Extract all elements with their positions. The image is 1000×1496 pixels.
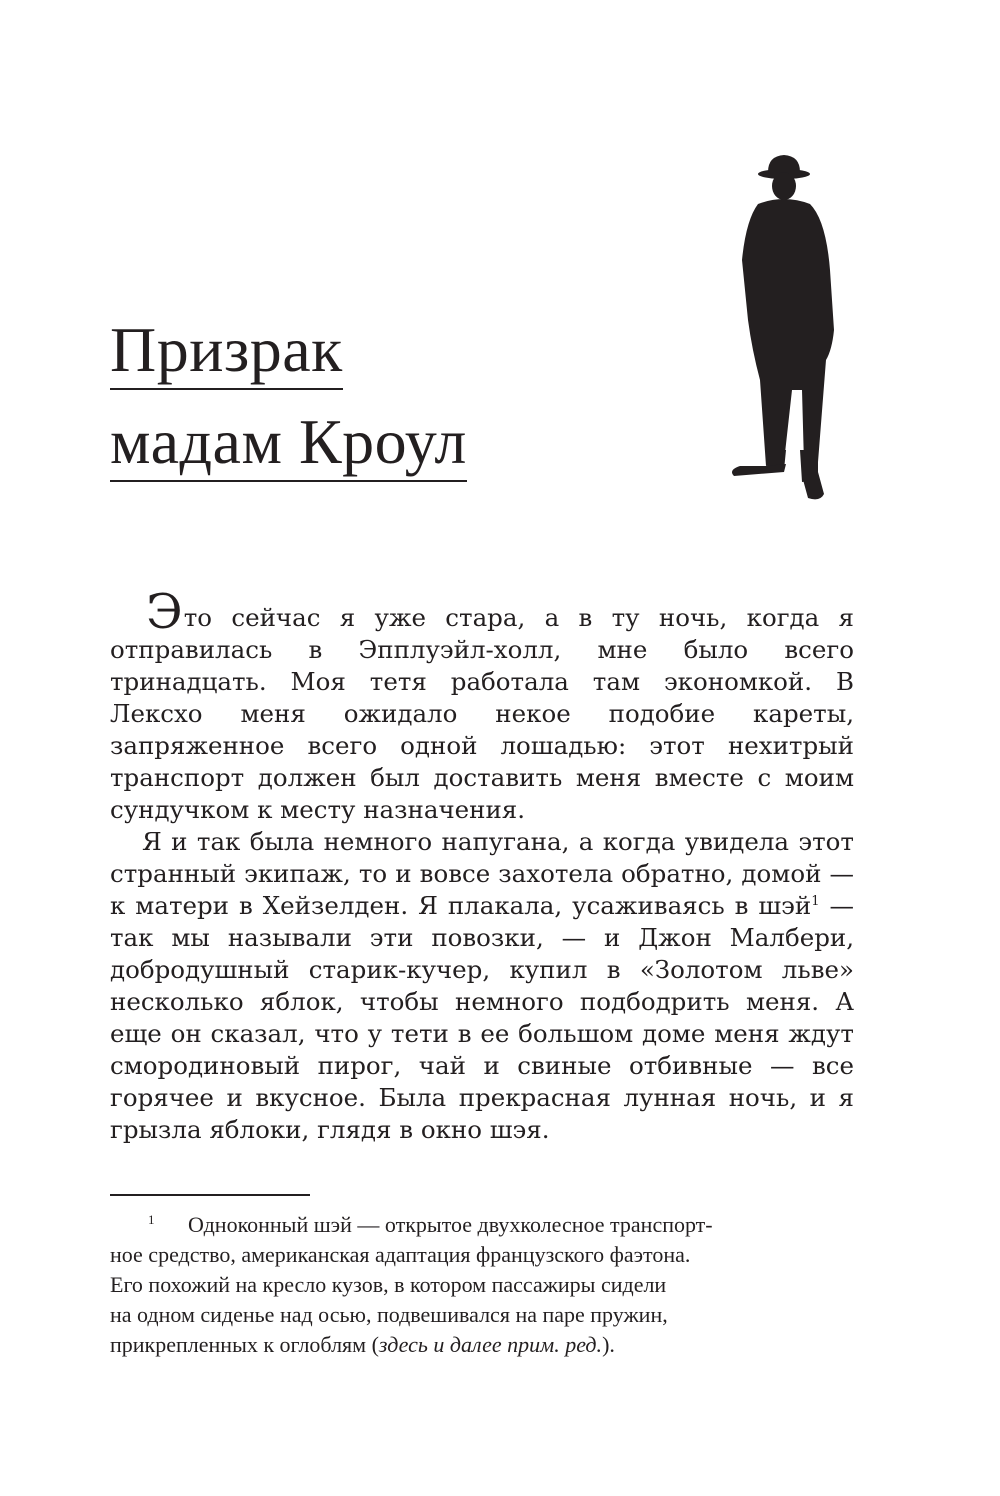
paragraph-2-text-before: Я и так была немного напугана, а когда увидела этот странный экипаж, то и вовсе захотела обратно, домой — к матери в Хейзелден. Я плакала, усаживаясь в шэй — [110, 827, 854, 920]
footnote-line-4: на одном сиденье над осью, подвешивался на паре пружин, — [110, 1302, 668, 1327]
paragraph-1-text: то сейчас я уже стара, а в ту ночь, когда я отправилась в Эпплуэйл-холл, мне было всего тринадцать. Моя тетя работала там экономкой. В Лексхо меня ожидало некое подобие кареты, запряженное всего одной лошадью: этот нехитрый транспорт должен был доставить меня вместе с моим сундучком к месту назначения. — [110, 603, 854, 824]
footnote-line-5 — [110, 1330, 854, 1360]
footnote-line-5-after: ). — [602, 1332, 615, 1357]
footnote-line-3: Его похожий на кресло кузов, в котором пассажиры сидели — [110, 1272, 667, 1297]
footnote-reference[interactable]: 1 — [811, 894, 820, 909]
detective-silhouette-icon — [722, 150, 842, 502]
paragraph-2-text-after: — так мы называли эти повозки, — и Джон Малбери, добродушный старик-кучер, купил в «Золотом льве» несколько яблок, чтобы немного подбодрить меня. А еще он сказал, что у тети в ее большом доме меня ждут смородиновый пирог, чай и свиные отбивные — все горячее и вкусное. Была прекрасная лунная ночь, и я грызла яблоки, глядя в окно шэя. — [110, 891, 854, 1144]
paragraph-1 — [110, 584, 854, 826]
footnote-editor-note: здесь и далее прим. ред. — [378, 1332, 603, 1357]
chapter-body — [110, 584, 854, 1146]
drop-cap: Э — [146, 584, 183, 640]
chapter-title — [110, 314, 467, 482]
footnote — [110, 1210, 854, 1360]
footnote-divider — [110, 1194, 310, 1196]
chapter-title-line-1: Призрак — [110, 318, 343, 390]
chapter-title-line-2: мадам Кроул — [110, 410, 467, 482]
footnote-line-1: 1 Одноконный шэй — открытое двухколесное транспорт- — [148, 1212, 713, 1237]
footnote-line-1-text: Одноконный шэй — открытое двухколесное транспорт- — [188, 1212, 713, 1237]
footnote-line-2: ное средство, американская адаптация французского фаэтона. — [110, 1242, 691, 1267]
paragraph-2 — [110, 826, 854, 1146]
footnote-line-5-before: прикрепленных к оглоблям ( — [110, 1332, 379, 1357]
